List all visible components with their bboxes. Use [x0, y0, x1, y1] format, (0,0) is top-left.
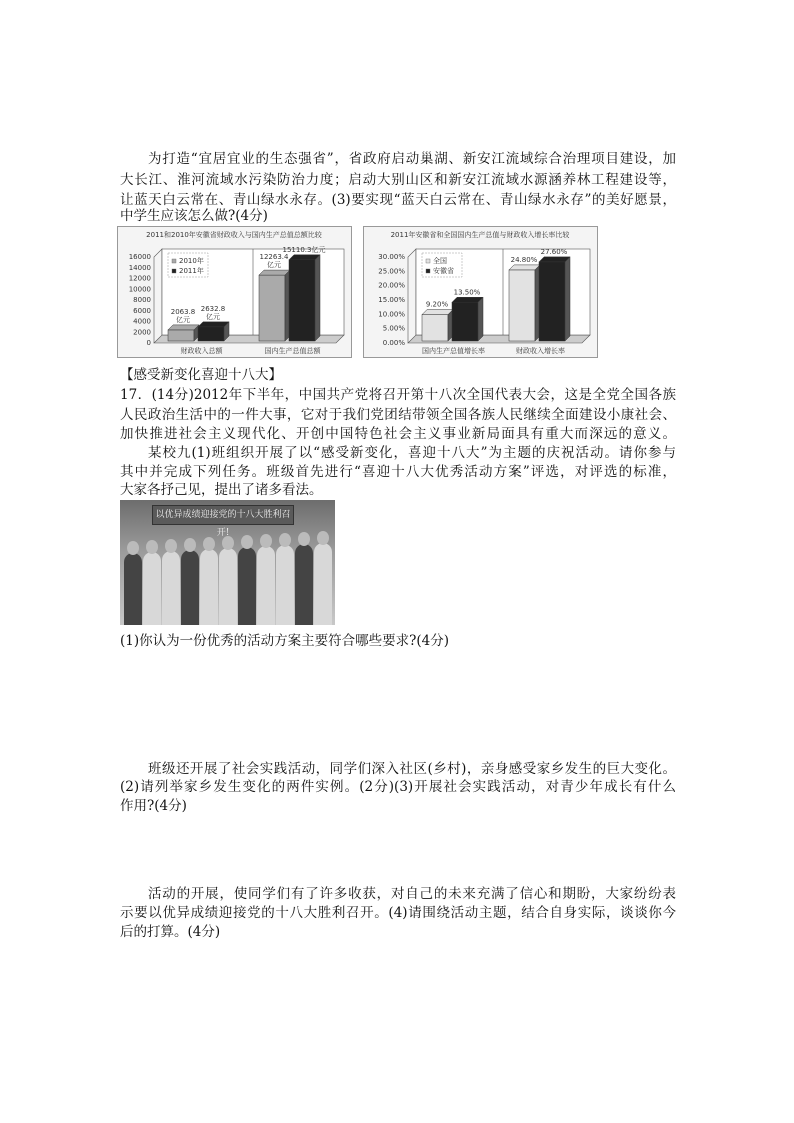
y-tick-label: 16000	[128, 253, 151, 261]
bar	[422, 315, 448, 341]
person-figure	[143, 552, 161, 625]
person-head	[260, 534, 272, 548]
person-figure	[181, 550, 199, 625]
data-label: 12263.4	[259, 253, 289, 262]
bar-top	[198, 322, 229, 327]
text-line: 加快推进社会主义现代化、开创中国特色社会主义事业新局面具有重大而深远的意义。	[120, 426, 676, 442]
y-tick-label: 0.00%	[382, 339, 405, 347]
person-figure	[200, 549, 218, 625]
bar	[289, 260, 315, 341]
text-line: 中学生应该怎么做?(4分)	[120, 208, 268, 224]
celebration-photo	[120, 500, 335, 625]
question-1: (1)你认为一份优秀的活动方案主要符合哪些要求?(4分)	[120, 633, 449, 649]
person-figure	[162, 551, 180, 625]
person-head	[298, 532, 310, 546]
data-label: 13.50%	[453, 288, 481, 297]
section-title: 【感受新变化喜迎十八大】	[120, 367, 282, 383]
person-head	[203, 537, 215, 551]
legend-label: 2011年	[179, 267, 204, 275]
bar-side	[565, 257, 570, 341]
y-tick-label: 4000	[133, 317, 151, 326]
bar	[509, 270, 535, 341]
text-line: 为打造“宜居宜业的生态强省”，省政府启动巢湖、新安江流域综合治理项目建设，加	[148, 151, 676, 167]
chart-title: 2011年安徽省和全国国内生产总值与财政收入增长率比较	[390, 231, 570, 239]
y-tick-label: 14000	[128, 263, 151, 272]
legend-label: 2010年	[179, 257, 204, 265]
chart-title: 2011和2010年安徽省财政收入与国内生产总值总额比较	[146, 231, 322, 239]
bar	[452, 302, 478, 341]
bar	[198, 327, 224, 341]
y-tick-label: 0	[146, 339, 151, 347]
bar	[259, 275, 285, 341]
legend-label: 全国	[433, 257, 447, 265]
x-tick-label: 财政收入总额	[180, 347, 223, 355]
person-figure	[238, 547, 256, 625]
y-tick-label: 12000	[128, 274, 151, 283]
text-line: (2)请列举家乡发生变化的两件实例。(2分)(3)开展社会实践活动，对青少年成长有什么	[120, 779, 676, 795]
legend-swatch	[172, 269, 176, 273]
person-figure	[295, 544, 313, 625]
text-line: 作用?(4分)	[120, 798, 187, 814]
data-label: 9.20%	[425, 300, 449, 309]
bar-top	[539, 257, 570, 262]
text-line: 示要以优异成绩迎接党的十八大胜利召开。(4)请围绕活动主题，结合自身实际，谈谈你今	[120, 905, 676, 921]
chart-wall	[154, 249, 162, 343]
person-figure	[276, 545, 294, 625]
person-figure	[257, 546, 275, 625]
legend-swatch	[426, 259, 430, 263]
person-head	[146, 540, 158, 554]
data-label: 27.60%	[540, 247, 568, 256]
text-line: 其中并完成下列任务。班级首先进行“喜迎十八大优秀活动方案”评选，对评选的标准，	[120, 464, 676, 480]
y-tick-label: 10000	[128, 285, 151, 294]
text-line: 班级还开展了社会实践活动，同学们深入社区(乡村)，亲身感受家乡发生的巨大变化。	[148, 761, 676, 777]
person-head	[279, 533, 291, 547]
person-head	[241, 535, 253, 549]
photo-banner: 以优异成绩迎接党的十八大胜利召开!	[152, 505, 294, 525]
text-line: 大家各抒己见，提出了诸多看法。	[120, 482, 323, 498]
bar	[539, 262, 565, 341]
chart-fiscal-gdp-total	[117, 226, 352, 358]
y-tick-label: 30.00%	[378, 253, 405, 261]
x-tick-label: 财政收入增长率	[516, 347, 565, 355]
data-label: 亿元	[206, 312, 220, 321]
y-tick-label: 20.00%	[378, 281, 405, 290]
data-label: 亿元	[176, 315, 190, 324]
legend-label: 安徽省	[433, 267, 454, 275]
bar-top	[422, 310, 453, 315]
bar-top	[452, 297, 483, 302]
person-head	[184, 538, 196, 552]
y-tick-label: 8000	[133, 296, 151, 304]
text-line: 后的打算。(4分)	[120, 924, 221, 940]
data-label: 24.80%	[510, 255, 538, 264]
y-tick-label: 15.00%	[378, 296, 405, 304]
bar-side	[478, 297, 483, 341]
person-head	[317, 531, 329, 545]
x-tick-label: 国内生产总值总额	[264, 347, 321, 355]
data-label: 2632.8	[200, 304, 226, 313]
legend-swatch	[172, 259, 176, 263]
bar-top	[289, 255, 320, 260]
chart-wall	[408, 249, 416, 343]
person-figure	[314, 543, 332, 625]
bar-top	[168, 325, 199, 330]
x-tick-label: 国内生产总值增长率	[422, 347, 485, 355]
bar-side	[315, 255, 320, 341]
person-figure	[124, 553, 142, 625]
person-head	[165, 539, 177, 553]
y-tick-label: 10.00%	[378, 310, 405, 319]
y-tick-label: 5.00%	[382, 324, 405, 333]
bar-top	[509, 265, 540, 270]
text-line: 某校九(1)班组织开展了以“感受新变化，喜迎十八大”为主题的庆祝活动。请你参与	[148, 445, 676, 461]
y-tick-label: 2000	[133, 328, 151, 337]
text-line: 让蓝天白云常在、青山绿水永存。(3)要实现“蓝天白云常在、青山绿水永存”的美好愿景，	[120, 192, 676, 208]
y-tick-label: 25.00%	[378, 267, 405, 276]
data-label: 亿元	[267, 261, 281, 270]
person-head	[127, 541, 139, 555]
chart-growth-rate	[363, 226, 598, 358]
text-line: 17．(14分)2012年下半年，中国共产党将召开第十八次全国代表大会，这是全党全国各族	[120, 387, 676, 403]
text-line: 人民政治生活中的一件大事，它对于我们党团结带领全国各族人民继续全面建设小康社会、	[120, 407, 676, 423]
data-label: 2063.8	[170, 307, 196, 316]
legend-swatch	[426, 269, 430, 273]
data-label: 15110.3亿元	[282, 245, 326, 254]
person-figure	[219, 548, 237, 625]
text-line: 活动的开展，使同学们有了许多收获，对自己的未来充满了信心和期盼，大家纷纷表	[148, 886, 676, 902]
y-tick-label: 6000	[133, 306, 151, 315]
bar-top	[259, 270, 290, 275]
bar	[168, 330, 194, 341]
text-line: 大长江、淮河流域水污染防治力度；启动大别山区和新安江流域水源涵养林工程建设等，	[120, 172, 676, 188]
